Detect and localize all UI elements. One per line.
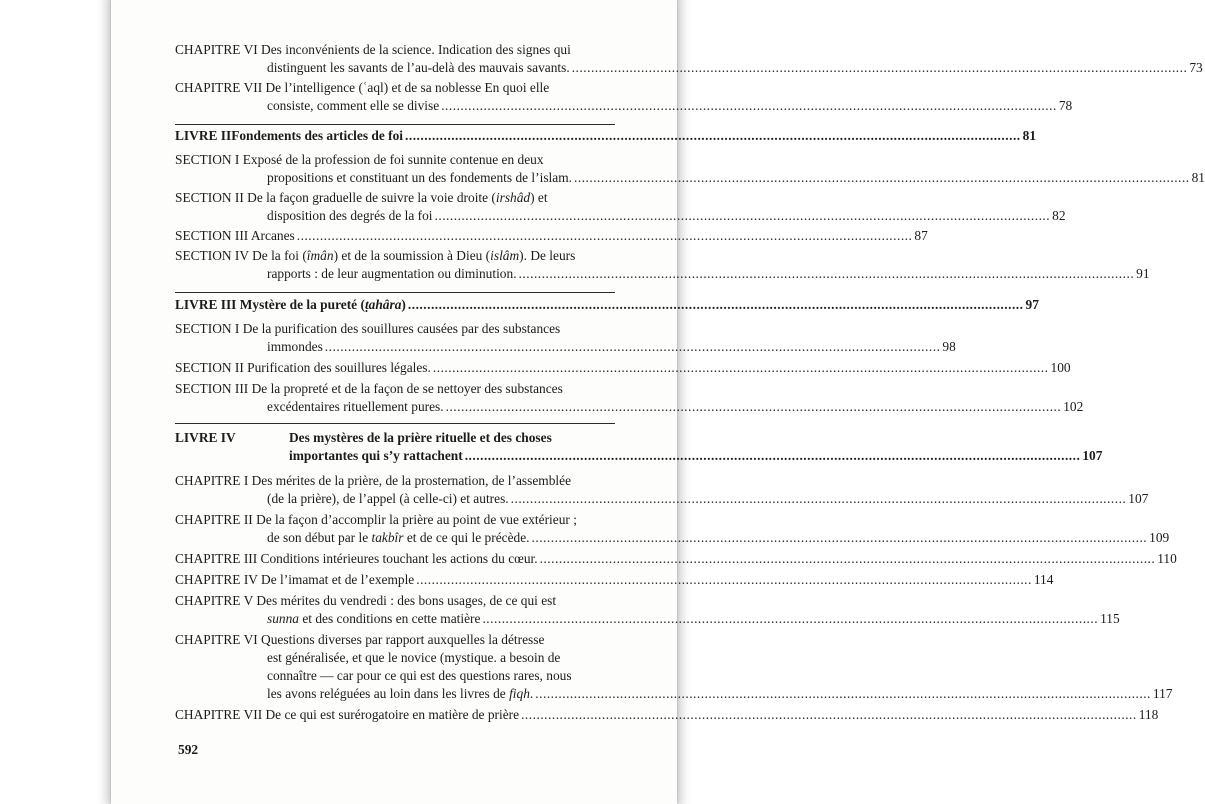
entry-line: les avons reléguées au loin dans les livres de fiqh. <box>267 686 534 701</box>
page-ref: 81 <box>1191 170 1205 185</box>
book-heading <box>175 127 1037 145</box>
toc-entry <box>175 631 1173 703</box>
dot-leader: ................................................................................................................................................................ <box>482 611 1099 626</box>
dot-leader: ................................................................................................................................................................ <box>539 551 1156 566</box>
toc-entry <box>175 151 1205 187</box>
entry-line: est généralisée, et que le novice (mystique. a besoin de <box>267 650 561 665</box>
dot-leader: ................................................................................................................................................................ <box>441 98 1057 113</box>
toc-entry <box>175 380 1084 416</box>
entry-line: SECTION I De la purification des souillures causées par des substances <box>175 321 561 336</box>
book-heading <box>175 296 1039 314</box>
page-ref: 98 <box>942 339 956 354</box>
page-ref: 109 <box>1149 530 1170 545</box>
toc-entry <box>175 247 1150 283</box>
page-ref: 117 <box>1152 686 1173 701</box>
book-title: Des mystères de la prière rituelle et des choses <box>289 430 552 445</box>
dot-leader: ................................................................................................................................................................ <box>296 228 913 243</box>
dot-leader: ................................................................................................................................................................ <box>535 686 1151 701</box>
toc-entry <box>175 592 1120 628</box>
entry-line: distinguent les savants de l’au-delà des mauvais savants. <box>267 60 570 75</box>
entry-line: connaître — car pour ce qui est des questions rares, nous <box>267 668 572 683</box>
page-ref: 102 <box>1063 399 1084 414</box>
entry-line: CHAPITRE I Des mérites de la prière, de la prosternation, de l’assemblée <box>175 473 572 488</box>
dot-leader: ................................................................................................................................................................ <box>510 491 1127 506</box>
entry-line: SECTION IV De la foi (îmân) et de la soumission à Dieu (islâm). De leurs <box>175 248 576 263</box>
page-ref: 107 <box>1128 491 1149 506</box>
page-ref: 107 <box>1082 448 1103 463</box>
page-ref: 82 <box>1052 208 1066 223</box>
dot-leader: ................................................................................................................................................................ <box>521 707 1137 722</box>
page-ref: 91 <box>1136 266 1150 281</box>
book-label: LIVRE IV <box>175 430 236 445</box>
dot-leader: ................................................................................................................................................................ <box>405 128 1021 143</box>
entry-line: CHAPITRE VI Questions diverses par rapport auxquelles la détresse <box>175 632 545 647</box>
page-ref: 100 <box>1050 360 1071 375</box>
toc-entry <box>175 511 1170 547</box>
entry-line: SECTION III Arcanes <box>175 228 295 243</box>
dot-leader: ................................................................................................................................................................ <box>407 297 1024 312</box>
page-number: 592 <box>178 742 199 757</box>
entry-line: CHAPITRE VII De l’intelligence (ʿaql) et de sa noblesse En quoi elle <box>175 80 550 95</box>
section-rule <box>175 423 615 424</box>
entry-line: consiste, comment elle se divise <box>267 98 440 113</box>
book-heading <box>175 429 1103 465</box>
entry-line: CHAPITRE III Conditions intérieures touchant les actions du cœur. <box>175 551 538 566</box>
book-title: importantes qui s’y rattachent <box>289 448 463 463</box>
dot-leader: ................................................................................................................................................................ <box>531 530 1148 545</box>
toc-entry <box>175 706 1159 724</box>
entry-line: excédentaires rituellement pures. <box>267 399 444 414</box>
toc-entry <box>175 189 1066 225</box>
dot-leader: ................................................................................................................................................................ <box>518 266 1135 281</box>
page-ref: 87 <box>914 228 928 243</box>
entry-line: CHAPITRE V Des mérites du vendredi : des bons usages, de ce qui est <box>175 593 557 608</box>
dot-leader: ................................................................................................................................................................ <box>571 60 1188 75</box>
book-title: LIVRE III Mystère de la pureté (ṭahâra) <box>175 297 406 312</box>
entry-line: CHAPITRE VI Des inconvénients de la science. Indication des signes qui <box>175 42 571 57</box>
toc-entry <box>175 550 1177 568</box>
page-ref: 115 <box>1100 611 1120 626</box>
entry-line: de son début par le takbîr et de ce qui le précède. <box>267 530 530 545</box>
entry-line: rapports : de leur augmentation ou diminution. <box>267 266 517 281</box>
book-label: LIVRE II <box>175 128 232 143</box>
toc-entry <box>175 359 1071 377</box>
page-ref: 78 <box>1058 98 1073 113</box>
dot-leader: ................................................................................................................................................................ <box>434 208 1051 223</box>
entry-line: SECTION III De la propreté et de la façon de se nettoyer des substances <box>175 381 563 396</box>
toc-entry <box>175 227 928 245</box>
page-ref: 81 <box>1022 128 1037 143</box>
entry-line: immondes <box>267 339 323 354</box>
dot-leader: ................................................................................................................................................................ <box>432 360 1049 375</box>
dot-leader: ................................................................................................................................................................ <box>445 399 1062 414</box>
entry-line: SECTION I Exposé de la profession de foi sunnite contenue en deux <box>175 152 544 167</box>
section-rule <box>175 292 615 293</box>
toc-entry <box>175 472 1149 508</box>
toc-entry <box>175 571 1054 589</box>
page-ref: 114 <box>1033 572 1054 587</box>
section-rule <box>175 124 615 125</box>
book-page <box>111 0 1205 804</box>
dot-leader: ................................................................................................................................................................ <box>573 170 1190 185</box>
entry-line: CHAPITRE VII De ce qui est surérogatoire en matière de prière <box>175 707 520 722</box>
entry-line: sunna et des conditions en cette matière <box>267 611 481 626</box>
toc-entry <box>175 79 1073 115</box>
entry-line: (de la prière), de l’appel (à celle-ci) et autres. <box>267 491 509 506</box>
dot-leader: ................................................................................................................................................................ <box>464 448 1081 463</box>
entry-line: CHAPITRE II De la façon d’accomplir la prière au point de vue extérieur ; <box>175 512 577 527</box>
book-title: Fondements des articles de foi <box>231 128 404 143</box>
dot-leader: ................................................................................................................................................................ <box>416 572 1032 587</box>
entry-line: disposition des degrés de la foi <box>267 208 433 223</box>
page-ref: 97 <box>1025 297 1039 312</box>
toc-entry <box>175 320 956 356</box>
page-ref: 110 <box>1157 551 1177 566</box>
toc-entry <box>175 41 1203 77</box>
page-ref: 118 <box>1138 707 1159 722</box>
dot-leader: ................................................................................................................................................................ <box>324 339 941 354</box>
entry-line: SECTION II Purification des souillures légales. <box>175 360 431 375</box>
entry-line: SECTION II De la façon graduelle de suivre la voie droite (irshâd) et <box>175 190 548 205</box>
page-ref: 73 <box>1189 60 1203 75</box>
entry-line: propositions et constituant un des fondements de l’islam. <box>267 170 572 185</box>
entry-line: CHAPITRE IV De l’imamat et de l’exemple <box>175 572 415 587</box>
